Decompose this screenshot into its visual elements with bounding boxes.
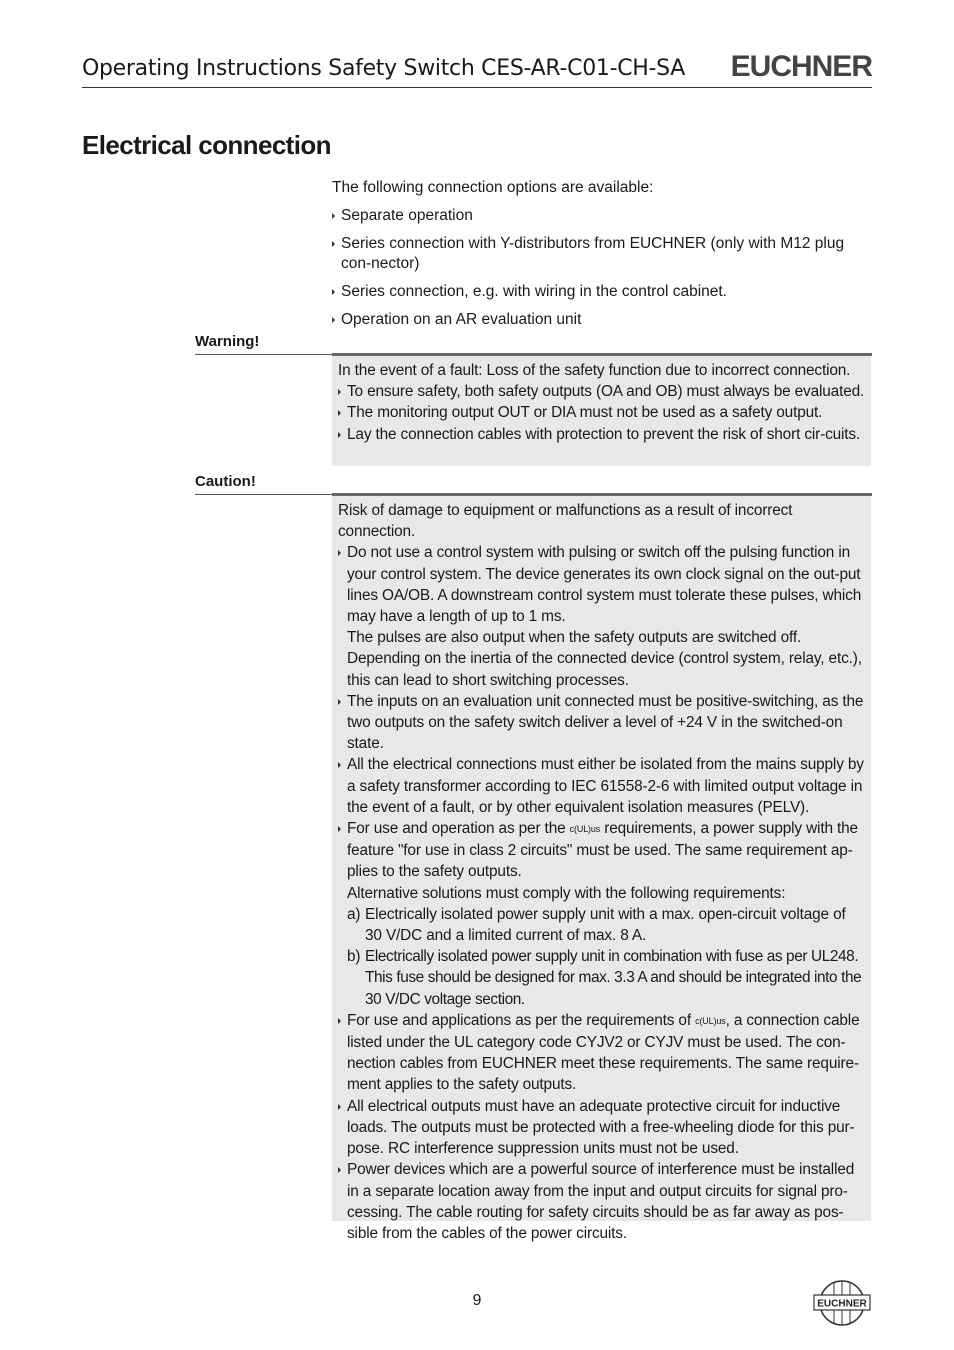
list-item: Series connection, e.g. with wiring in the control cabinet. (332, 282, 872, 302)
bullet-triangle-icon (338, 410, 341, 416)
warning-lead: In the event of a fault: Loss of the safety function due to incorrect connection. (338, 362, 851, 379)
section-title: Electrical connection (82, 130, 331, 160)
euchner-logo-icon (812, 1278, 872, 1328)
header-rule (82, 87, 872, 88)
brand-logo: EUCHNER (730, 50, 872, 83)
bullet-triangle-icon (338, 1104, 341, 1110)
intro-lead: The following connection options are available: (332, 179, 654, 196)
list-item: Series connection with Y-distributors from EUCHNER (only with M12 plug con-nector) (332, 234, 872, 274)
list-item: Separate operation (332, 206, 872, 226)
list-item: Do not use a control system with pulsing or switch off the pulsing function in your control system. The device generates its own clock signal on the out-put lines OA/OB. A downstream control system must tolerate these pulses, which may have a length of up to 1 ms. The pulses are also output when the safety outputs are switched off. Depending on the inertia of the connected device (control system, relay, etc.), this can lead to short switching processes. (338, 542, 865, 690)
bullet-triangle-icon (338, 762, 341, 768)
caution-rule (195, 494, 332, 495)
ul-certification-icon: c(UL)us (695, 1015, 726, 1026)
warning-rule (195, 354, 332, 355)
caution-label: Caution! (195, 473, 256, 490)
connection-options (332, 178, 872, 338)
list-item: For use and operation as per the c(UL)us requirements, a power supply with the feature "for use in class 2 circuits" must be used. The same requirement ap-plies to the safety outputs. Alternative solutions must comply with the following requirements: a) Electrically isolated power supply unit with a max. open-circuit voltage of 30 V/DC and a limited current of max. 8 A. b) Electrically isolated power supply unit in combination with fuse as per UL248. This fuse should be designed for max. 3.3 A and should be integrated into the 30 V/DC voltage section. (338, 818, 865, 1010)
ul-certification-icon: c(UL)us (569, 824, 601, 835)
list-item: All electrical outputs must have an adequate protective circuit for inductive loads. The outputs must be protected with a free-wheeling diode for this pur-pose. RC interference suppression units must not be used. (338, 1096, 865, 1160)
list-item: Lay the connection cables with protection to prevent the risk of short cir-cuits. (338, 424, 865, 445)
bullet-triangle-icon (338, 699, 341, 705)
warning-list (338, 381, 865, 445)
list-item: To ensure safety, both safety outputs (OA and OB) must always be evaluated. (338, 381, 865, 402)
bullet-triangle-icon (338, 550, 341, 556)
list-item: Power devices which are a powerful source of interference must be installed in a separate location away from the input and output circuits for signal pro-cessing. The cable routing for safety circuits should be as far away as pos-sible from the cables of the power circuits. (338, 1159, 865, 1244)
alternative-b: b) Electrically isolated power supply unit in combination with fuse as per UL248. This fuse should be designed for max. 3.3 A and should be integrated into the 30 V/DC voltage section. (347, 948, 862, 1008)
warning-box (332, 356, 871, 466)
caution-lead: Risk of damage to equipment or malfunctions as a result of incorrect connection. (338, 502, 793, 541)
alternative-a: a) Electrically isolated power supply unit with a max. open-circuit voltage of 30 V/DC and a limited current of max. 8 A. (347, 905, 846, 945)
list-item: Operation on an AR evaluation unit (332, 310, 872, 330)
list-item: For use and applications as per the requirements of c(UL)us, a connection cable listed under the UL category code CYJV2 or CYJV must be used. The con-nection cables from EUCHNER meet these requirements. The same require-ment applies to the safety outputs. (338, 1010, 865, 1096)
document-title: Operating Instructions Safety Switch CES-AR-C01-CH-SA (82, 56, 686, 81)
list-item: All the electrical connections must either be isolated from the mains supply by a safety transformer according to IEC 61558-2-6 with limited output voltage in the event of a fault, or by other equivalent isolation measures (PELV). (338, 754, 865, 818)
options-list (332, 206, 872, 330)
page-number: 9 (472, 1292, 482, 1309)
footer-logo-text: EUCHNER (817, 1298, 867, 1310)
bullet-triangle-icon (332, 241, 335, 247)
bullet-triangle-icon (338, 1167, 341, 1173)
bullet-triangle-icon (332, 213, 335, 219)
list-item: The monitoring output OUT or DIA must not be used as a safety output. (338, 402, 865, 423)
bullet-triangle-icon (332, 317, 335, 323)
bullet-triangle-icon (338, 1018, 341, 1024)
caution-box (332, 496, 871, 1242)
bullet-triangle-icon (338, 389, 341, 395)
bullet-triangle-icon (332, 289, 335, 295)
list-item: The inputs on an evaluation unit connected must be positive-switching, as the two outputs on the safety switch deliver a level of +24 V in the switched-on state. (338, 691, 865, 755)
bullet-triangle-icon (338, 826, 341, 832)
warning-label: Warning! (195, 333, 260, 350)
caution-list (338, 542, 865, 1244)
bullet-triangle-icon (338, 432, 341, 438)
